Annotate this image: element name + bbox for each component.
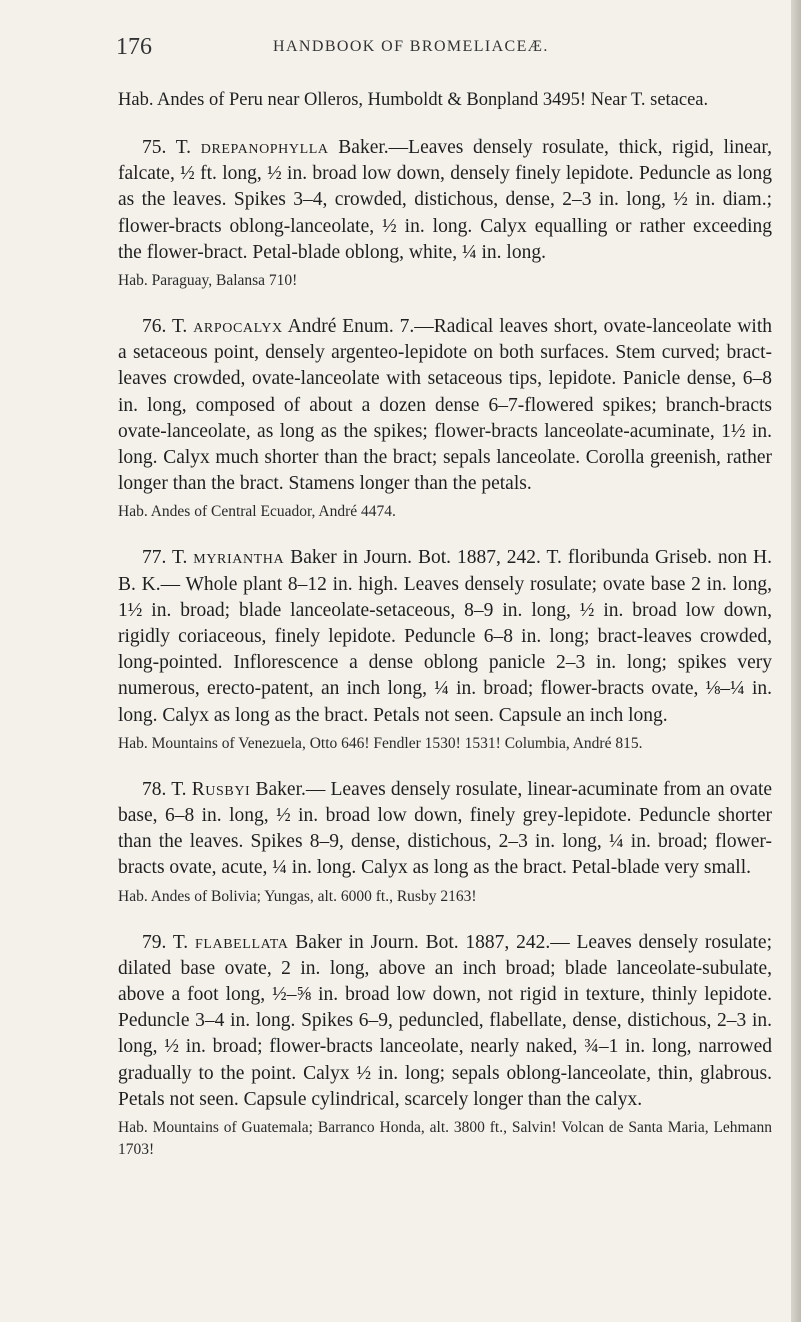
species-entry-75 — [118, 135, 772, 292]
author-citation: André Enum. 7. — [287, 316, 415, 338]
genus-abbrev: T. — [171, 778, 187, 800]
entry-number: 79. — [142, 931, 167, 953]
habitat-line: Hab. Andes of Central Ecuador, André 4474. — [118, 503, 396, 521]
species-description — [118, 545, 772, 728]
species-name: flabellata — [194, 931, 289, 953]
description-text: — Leaves densely rosulate, linear-acuminate from an ovate base, 6–8 in. long, ½ in. broad low down, finely grey-lepidote. Peduncle shorter than the leaves. Spikes 8–9, dense, distichous, 2–3 in. long, ¼ in. broad; flower-bracts ovate, acute, ¼ in. long. Calyx as long as the bract. Petal-blade very small. — [118, 778, 773, 879]
description-text: —Radical leaves short, ovate-lanceolate with a setaceous point, densely argenteo-lepidote on both surfaces. Stem curved; bract-leaves crowded, ovate-lanceolate with setaceous tips, lepidote. Panicle dense, 6–8 in. long, composed of about a dozen dense 6–7-flowered spikes; branch-bracts ovate-lanceolate, as long as the spikes; flower-bracts lanceolate-acuminate, 1½ in. long. Calyx much shorter than the bract; sepals lanceolate. Corolla greenish, rather longer than the bract. Stamens longer than the petals. — [118, 316, 772, 495]
species-entry-78 — [118, 777, 772, 908]
species-name: drepanophylla — [200, 137, 329, 158]
species-description — [118, 930, 772, 1113]
author-citation: Baker. — [338, 137, 389, 158]
species-entry-76 — [118, 314, 772, 523]
genus-abbrev: T. — [171, 547, 188, 569]
species-entry-79 — [118, 930, 772, 1161]
author-citation: Baker. — [255, 778, 306, 800]
genus-abbrev: T. — [172, 931, 189, 953]
author-citation: Baker in Journ. Bot. 1887, 242. T. floribunda Griseb. non H. B. K. — [118, 547, 772, 595]
page-header — [118, 28, 772, 68]
genus-abbrev: T. — [171, 316, 188, 338]
habitat-line: Hab. Mountains of Guatemala; Barranco Honda, alt. 3800 ft., Salvin! Volcan de Santa Maria, Lehmann 1703! — [118, 1119, 772, 1159]
species-description — [118, 777, 772, 882]
page-number: 176 — [116, 34, 152, 60]
entry-number: 75. — [142, 137, 167, 158]
book-page — [118, 28, 772, 1161]
species-description — [118, 135, 772, 266]
intro-habitat: Hab. Andes of Peru near Olleros, Humboldt & Bonpland 3495! Near T. setacea. — [118, 90, 709, 110]
habitat-line: Hab. Andes of Bolivia; Yungas, alt. 6000 ft., Rusby 2163! — [118, 887, 477, 905]
entry-number: 76. — [142, 316, 167, 338]
page-edge-shadow — [791, 0, 801, 1322]
habitat-line: Hab. Mountains of Venezuela, Otto 646! Fendler 1530! 1531! Columbia, André 815. — [118, 734, 643, 752]
entry-number: 78. — [142, 778, 167, 800]
description-text: — Whole plant 8–12 in. high. Leaves densely rosulate; ovate base 2 in. long, 1½ in. broad; blade lanceolate-setaceous, 8–9 in. long, ½ in. broad low down, rigidly coriaceous, finely lepidote. Peduncle 6–8 in. long; bract-leaves crowded, long-pointed. Inflorescence a dense oblong panicle 2–3 in. long; spikes very numerous, erecto-patent, an inch long, ¼ in. broad; flower-bracts ovate, ⅛–¼ in. long. Calyx as long as the bract. Petals not seen. Capsule an inch long. — [118, 573, 772, 726]
description-text: —Leaves densely rosulate, thick, rigid, linear, falcate, ½ ft. long, ½ in. broad low down, densely finely lepidote. Peduncle as long as the leaves. Spikes 3–4, crowded, distichous, dense, 2–3 in. long, ½ in. diam.; flower-bracts oblong-lanceolate, ½ in. long. Calyx equalling or rather exceeding the flower-bract. Petal-blade oblong, white, ¼ in. long. — [118, 137, 773, 263]
entry-number: 77. — [142, 547, 167, 569]
habitat-line: Hab. Paraguay, Balansa 710! — [118, 272, 298, 290]
genus-abbrev: T. — [175, 137, 192, 158]
species-name: Rusbyi — [191, 778, 251, 800]
species-description — [118, 314, 772, 497]
running-head: HANDBOOK OF BROMELIACEÆ. — [273, 38, 549, 55]
species-name: arpocalyx — [193, 316, 283, 338]
description-text: — Leaves densely rosulate; dilated base ovate, 2 in. long, above an inch broad; blade lanceolate-subulate, above a foot long, ½–⅝ in. broad low down, not rigid in texture, thinly lepidote. Peduncle 3–4 in. long. Spikes 6–9, peduncled, flabellate, dense, distichous, 2–3 in. long, ½ in. broad; flower-bracts lanceolate, nearly naked, ¾–1 in. long, narrowed gradually to the point. Calyx ½ in. long; sepals oblong-lanceolate, thin, glabrous. Petals not seen. Capsule cylindrical, scarcely longer than the calyx. — [118, 931, 773, 1110]
species-name: myriantha — [193, 547, 285, 569]
author-citation: Baker in Journ. Bot. 1887, 242. — [295, 931, 551, 953]
species-entry-77 — [118, 545, 772, 754]
